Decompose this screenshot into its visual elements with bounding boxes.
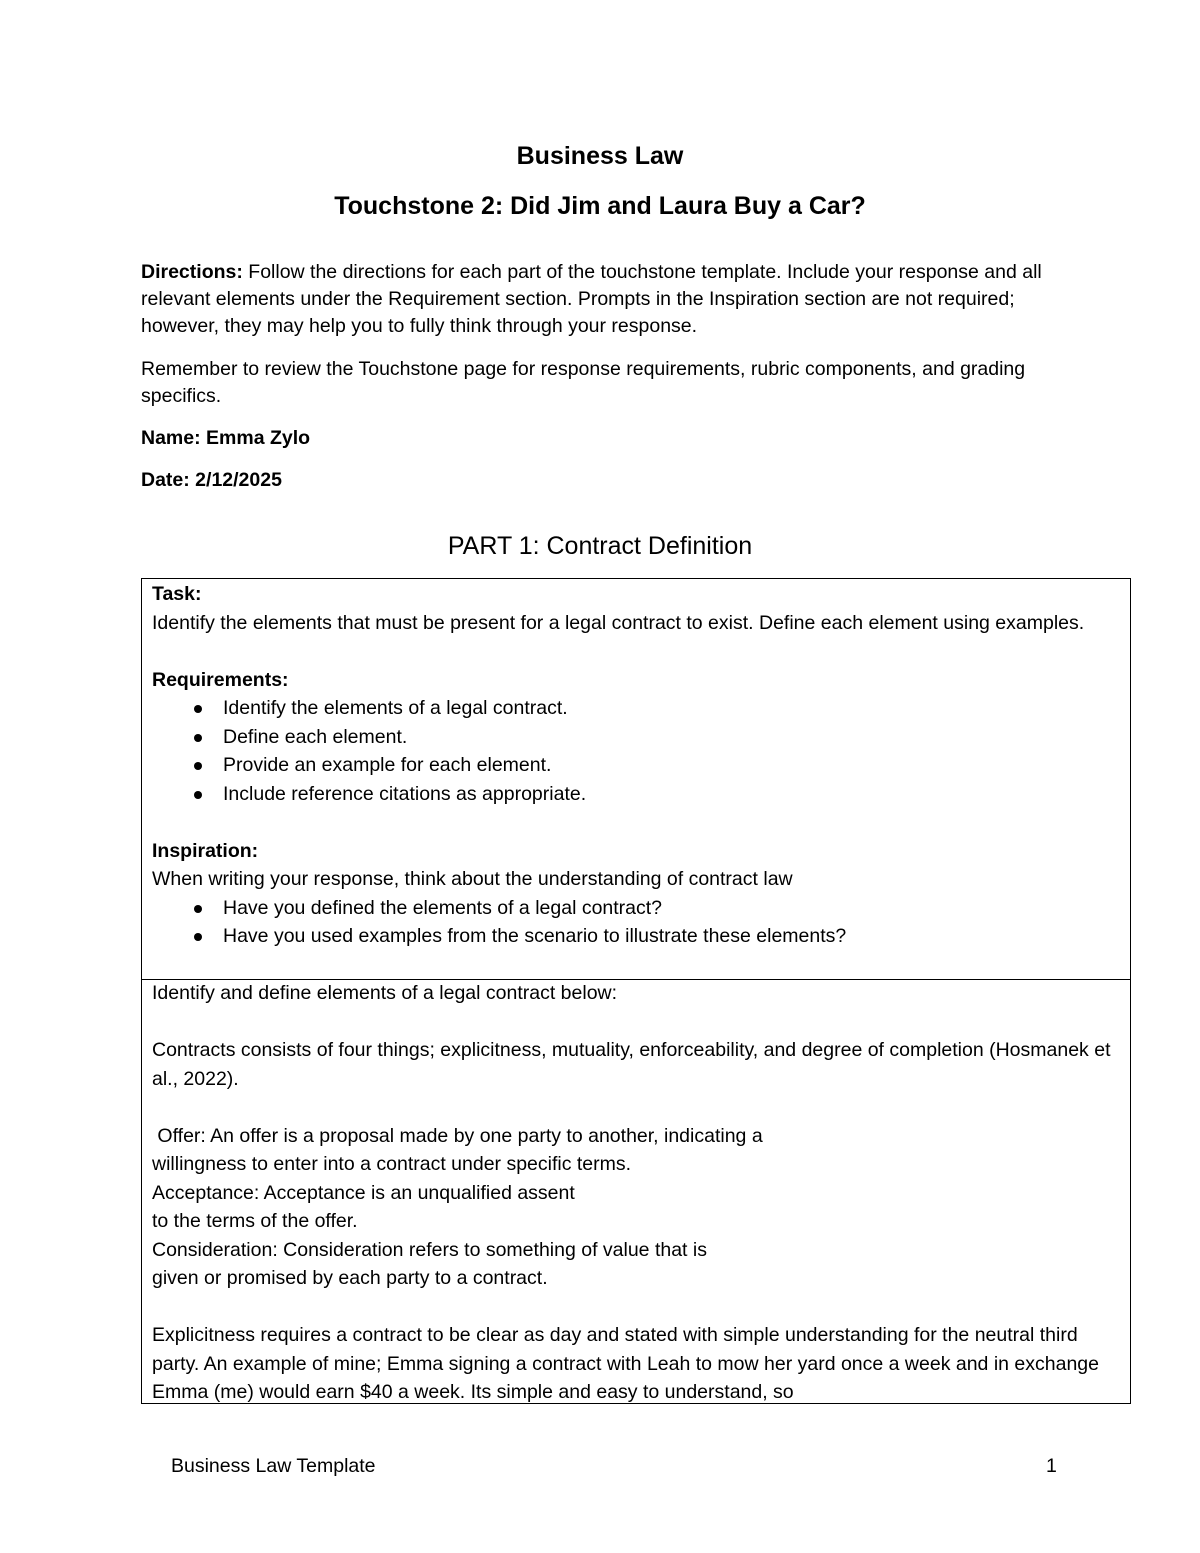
list-item: Have you defined the elements of a legal contract? <box>152 894 1120 923</box>
task-text: Identify the elements that must be present for a legal contract to exist. Define each element using examples. <box>152 611 1085 634</box>
task-label: Task: <box>152 583 202 605</box>
response-line: Acceptance: Acceptance is an unqualified assent <box>152 1181 575 1204</box>
requirements-label: Requirements: <box>152 668 289 691</box>
requirements-list <box>152 694 1120 808</box>
bullet-icon <box>194 734 202 742</box>
list-item: Identify the elements of a legal contract. <box>152 694 1120 723</box>
response-line: to the terms of the offer. <box>152 1210 358 1232</box>
response-line: given or promised by each party to a contract. <box>152 1267 548 1289</box>
reminder-paragraph: Remember to review the Touchstone page for response requirements, rubric components, and grading specifics. <box>141 358 1026 407</box>
bullet-icon <box>194 905 202 913</box>
response-line: Consideration: Consideration refers to something of value that is <box>152 1238 707 1261</box>
response-line: Offer: An offer is a proposal made by one party to another, indicating a <box>152 1124 763 1147</box>
bullet-icon <box>194 791 202 799</box>
list-item: Have you used examples from the scenario to illustrate these elements? <box>152 922 1120 951</box>
directions-paragraph <box>141 259 1071 340</box>
bullet-icon <box>194 762 202 770</box>
date-line: Date: 2/12/2025 <box>141 469 282 491</box>
name-line: Name: Emma Zylo <box>141 427 311 449</box>
list-item: Provide an example for each element. <box>152 751 1120 780</box>
inspiration-list <box>152 894 1120 951</box>
document-title: Business Law <box>516 142 684 170</box>
response-line: willingness to enter into a contract under specific terms. <box>152 1153 632 1175</box>
inspiration-text: When writing your response, think about the understanding of contract law <box>152 868 793 890</box>
part-heading: PART 1: Contract Definition <box>447 532 753 560</box>
footer-label: Business Law Template <box>171 1455 376 1477</box>
response-box[interactable] <box>141 979 1131 1404</box>
page-number: 1 <box>1046 1455 1057 1477</box>
inspiration-label: Inspiration: <box>152 839 259 862</box>
list-item: Include reference citations as appropriate. <box>152 780 1120 809</box>
bullet-icon <box>194 705 202 713</box>
directions-text: Follow the directions for each part of the touchstone template. Include your response and all relevant elements under the Requirement section. Prompts in the Inspiration section are not required; however, they may help you to fully think through your response. <box>141 261 1042 337</box>
directions-label: Directions: <box>141 261 243 283</box>
list-item: Define each element. <box>152 723 1120 752</box>
document-subtitle: Touchstone 2: Did Jim and Laura Buy a Car? <box>334 192 866 220</box>
bullet-icon <box>194 933 202 941</box>
task-box <box>141 578 1131 980</box>
response-paragraph: Contracts consists of four things; explicitness, mutuality, enforceability, and degree of completion (Hosmanek et al., 2022). <box>152 1039 1111 1090</box>
response-prompt: Identify and define elements of a legal contract below: <box>152 982 618 1004</box>
response-paragraph: Explicitness requires a contract to be clear as day and stated with simple understanding for the neutral third party. An example of mine; Emma signing a contract with Leah to mow her yard once a week and in exchange Emma (me) would earn $40 a week. Its simple and easy to understand, so <box>152 1324 1099 1403</box>
